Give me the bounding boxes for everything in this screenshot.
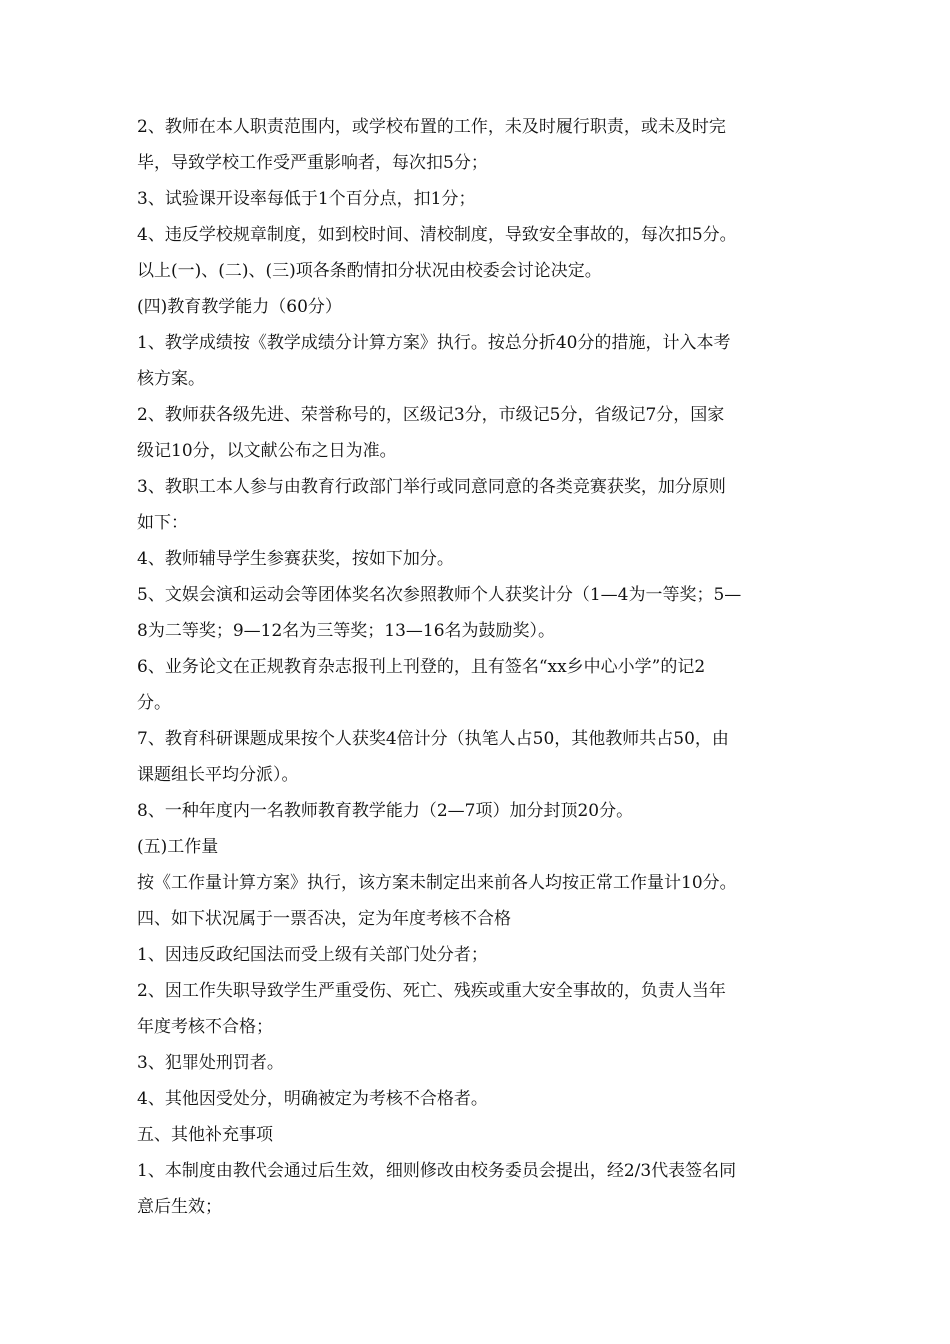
- text-line: 1、因违反政纪国法而受上级有关部门处分者；: [137, 945, 488, 965]
- text-line: 1、教学成绩按《教学成绩分计算方案》执行。按总分折40分的措施，计入本考: [137, 333, 731, 353]
- text-line: 课题组长平均分派）。: [137, 765, 299, 785]
- text-line: 2、教师在本人职责范围内，或学校布置的工作，未及时履行职责，或未及时完: [137, 117, 726, 137]
- text-line: 级记10分，以文献公布之日为准。: [137, 441, 397, 461]
- text-line: 年度考核不合格；: [137, 1017, 273, 1037]
- text-line: 1、本制度由教代会通过后生效，细则修改由校务委员会提出，经2/3代表签名同: [137, 1161, 737, 1181]
- text-line: 分。: [137, 693, 171, 713]
- text-line: 7、教育科研课题成果按个人获奖4倍计分（执笔人占50，其他教师共占50，由: [137, 729, 729, 749]
- section-heading: (四)教育教学能力（60分）: [137, 297, 342, 317]
- section-heading: 五、其他补充事项: [137, 1125, 273, 1145]
- text-line: 8、一种年度内一名教师教育教学能力（2—7项）加分封顶20分。: [137, 801, 634, 821]
- text-line: 4、违反学校规章制度，如到校时间、清校制度，导致安全事故的，每次扣5分。: [137, 225, 737, 245]
- text-line: 2、因工作失职导致学生严重受伤、死亡、残疾或重大安全事故的，负责人当年: [137, 981, 726, 1001]
- text-line: 4、其他因受处分，明确被定为考核不合格者。: [137, 1089, 488, 1109]
- text-line: 6、业务论文在正规教育杂志报刊上刊登的，且有签名“xx乡中心小学”的记2: [137, 657, 706, 677]
- text-line: 毕，导致学校工作受严重影响者，每次扣5分；: [137, 153, 488, 173]
- text-line: 意后生效；: [137, 1197, 222, 1217]
- text-line: 8为二等奖；9—12名为三等奖；13—16名为鼓励奖）。: [137, 621, 556, 641]
- text-line: 以上(一)、(二)、(三)项各条酌情扣分状况由校委会讨论决定。: [137, 261, 602, 281]
- text-line: 3、试验课开设率每低于1个百分点，扣1分；: [137, 189, 476, 209]
- document-body: [137, 109, 827, 1225]
- text-line: 3、教职工本人参与由教育行政部门举行或同意同意的各类竞赛获奖，加分原则: [137, 477, 726, 497]
- text-line: 如下：: [137, 513, 188, 533]
- text-line: 3、犯罪处刑罚者。: [137, 1053, 284, 1073]
- text-line: 核方案。: [137, 369, 205, 389]
- text-line: 5、文娱会演和运动会等团体奖名次参照教师个人获奖计分（1—4为一等奖；5—: [137, 585, 742, 605]
- section-heading: (五)工作量: [137, 837, 219, 857]
- section-heading: 四、如下状况属于一票否决，定为年度考核不合格: [137, 909, 511, 929]
- text-line: 2、教师获各级先进、荣誉称号的，区级记3分，市级记5分，省级记7分，国家: [137, 405, 725, 425]
- text-line: 按《工作量计算方案》执行，该方案未制定出来前各人均按正常工作量计10分。: [137, 873, 737, 893]
- text-line: 4、教师辅导学生参赛获奖，按如下加分。: [137, 549, 454, 569]
